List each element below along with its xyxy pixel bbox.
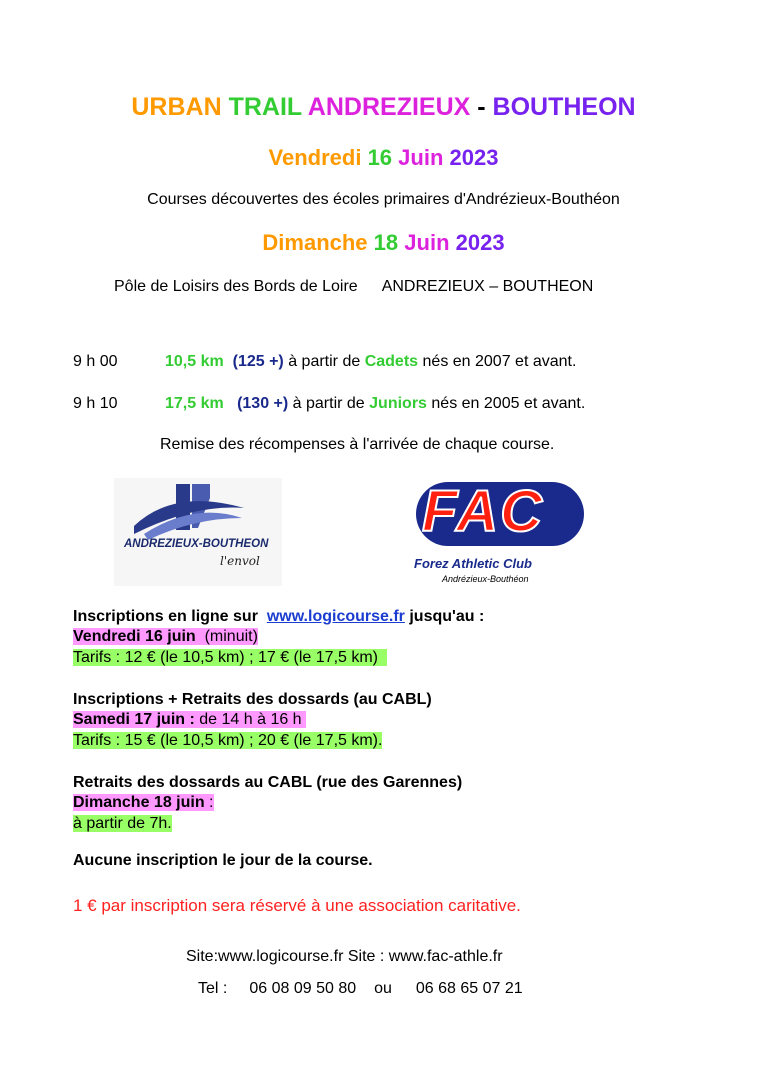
pickup-from-text: à partir de 7h. bbox=[73, 815, 172, 832]
sunday-year: 2023 bbox=[455, 230, 505, 255]
online-date-note: (minuit) bbox=[204, 628, 258, 645]
race-eligibility: nés en 2005 et avant. bbox=[431, 395, 586, 412]
city-logo bbox=[114, 478, 282, 586]
race-distance: 17,5 km bbox=[165, 395, 224, 412]
fac-logo bbox=[412, 479, 588, 588]
race-from: à partir de bbox=[292, 395, 365, 412]
race-eligibility: nés en 2007 et avant. bbox=[422, 353, 577, 370]
online-heading-text: Inscriptions en ligne sur bbox=[73, 608, 258, 625]
online-heading-deadline: jusqu'au : bbox=[409, 608, 485, 625]
online-prices bbox=[73, 648, 387, 667]
title-boutheon: BOUTHEON bbox=[492, 93, 636, 121]
city-logo-tag: l'envol bbox=[220, 554, 260, 568]
onsite-heading: Inscriptions + Retraits des dossards (au CABL) bbox=[73, 691, 432, 708]
race-category: Juniors bbox=[369, 395, 427, 412]
friday-num: 16 bbox=[367, 145, 393, 170]
onsite-date-day: Samedi 17 juin : bbox=[73, 711, 195, 728]
onsite-hours: de 14 h à 16 h bbox=[199, 711, 302, 728]
city-logo-name: ANDREZIEUX-BOUTHEON bbox=[124, 538, 269, 550]
phone-separator: ou bbox=[374, 980, 392, 997]
no-same-day-note: Aucune inscription le jour de la course. bbox=[73, 852, 373, 869]
fac-logo-subtitle: Andrézieux-Bouthéon bbox=[442, 574, 529, 584]
title-dash: - bbox=[477, 93, 486, 121]
venue-city: ANDREZIEUX – BOUTHEON bbox=[381, 278, 594, 295]
pickup-from bbox=[73, 814, 172, 833]
title-urban: URBAN bbox=[131, 93, 222, 121]
race-category: Cadets bbox=[364, 353, 419, 370]
title-trail: TRAIL bbox=[228, 93, 302, 121]
race-distance: 10,5 km bbox=[165, 353, 224, 370]
race-from: à partir de bbox=[288, 353, 361, 370]
online-heading bbox=[73, 607, 484, 626]
race-time: 9 h 10 bbox=[73, 395, 118, 412]
charity-note: 1 € par inscription sera réservé à une association caritative. bbox=[73, 896, 521, 915]
event-title bbox=[0, 93, 767, 122]
pickup-heading: Retraits des dossards au CABL (rue des Garennes) bbox=[73, 774, 463, 791]
race-row bbox=[73, 353, 576, 371]
title-andrezieux: ANDREZIEUX bbox=[307, 93, 471, 121]
sunday-num: 18 bbox=[373, 230, 399, 255]
pickup-date-colon: : bbox=[209, 794, 214, 811]
onsite-prices-text: Tarifs : 15 € (le 10,5 km) ; 20 € (le 17,5 km). bbox=[73, 732, 383, 749]
race-row bbox=[73, 395, 585, 413]
fac-logo-fullname: Forez Athletic Club bbox=[414, 556, 532, 571]
city-logo-graphic bbox=[114, 478, 282, 586]
onsite-date bbox=[73, 710, 306, 729]
online-prices-text: Tarifs : 12 € (le 10,5 km) ; 17 € (le 17,5 km) bbox=[73, 649, 379, 666]
sunday-month: Juin bbox=[404, 230, 450, 255]
sunday-location bbox=[114, 278, 593, 296]
race-elevation: (125 +) bbox=[232, 353, 284, 370]
footer-phones bbox=[198, 980, 523, 998]
tel-label: Tel : bbox=[198, 980, 228, 997]
phone-2: 06 68 65 07 21 bbox=[415, 980, 523, 997]
logicourse-link[interactable]: www.logicourse.fr bbox=[266, 608, 405, 625]
friday-date bbox=[0, 145, 767, 171]
onsite-prices bbox=[73, 731, 382, 750]
awards-note: Remise des récompenses à l'arrivée de chaque course. bbox=[160, 436, 555, 453]
pickup-date-day: Dimanche 18 juin bbox=[73, 794, 205, 811]
race-time: 9 h 00 bbox=[73, 353, 118, 370]
fac-logo-letters: FAC bbox=[422, 479, 544, 544]
friday-month: Juin bbox=[398, 145, 444, 170]
race-elevation: (130 +) bbox=[237, 395, 289, 412]
sunday-day: Dimanche bbox=[262, 230, 368, 255]
phone-1: 06 08 09 50 80 bbox=[249, 980, 357, 997]
online-date bbox=[73, 627, 258, 646]
friday-day: Vendredi bbox=[268, 145, 362, 170]
sunday-date bbox=[0, 230, 767, 256]
footer-sites: Site:www.logicourse.fr Site : www.fac-athle.fr bbox=[186, 948, 503, 965]
venue-name: Pôle de Loisirs des Bords de Loire bbox=[114, 278, 358, 295]
pickup-date bbox=[73, 793, 214, 812]
online-date-day: Vendredi 16 juin bbox=[73, 628, 196, 645]
friday-year: 2023 bbox=[449, 145, 499, 170]
friday-description: Courses découvertes des écoles primaires d'Andrézieux-Bouthéon bbox=[147, 191, 620, 208]
